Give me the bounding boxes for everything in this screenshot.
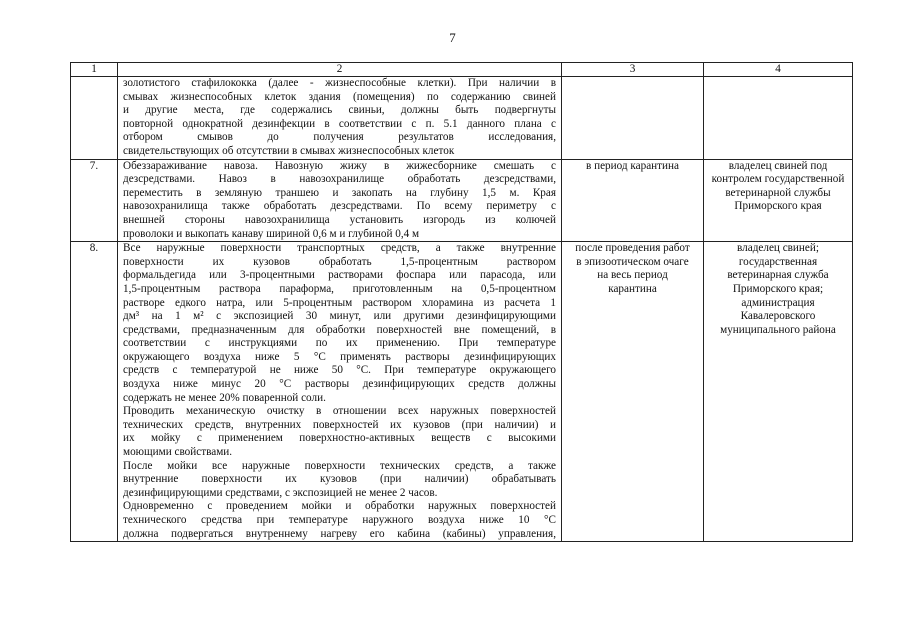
- row-number: 8.: [71, 242, 118, 542]
- text-line: внутренние поверхности их кузовов (при наличии) обрабатывать: [123, 473, 556, 486]
- text-line: переместить в земляную траншею и закопать на глубину 1,5 м. Края: [123, 186, 556, 199]
- responsible-line: администрация: [741, 296, 815, 309]
- text-line: растворе едкого натра, или 5-процентным раствором хлорамина из расчета 1: [123, 296, 556, 309]
- text-line: их мойку с применением поверхностно-активных веществ с высокими: [123, 432, 556, 445]
- responsible-line: ветеринарная служба: [727, 269, 829, 282]
- responsible-line: Приморского края;: [732, 282, 824, 295]
- text-line: технического средства при температуре наружного воздуха ниже 10 °С: [123, 514, 556, 526]
- text-line: окружающего воздуха ниже 5 °С применять растворы дезинфицирующих: [123, 350, 556, 363]
- table-row: [71, 159, 853, 242]
- text-line: отбором смывов до получения результатов исследования,: [123, 131, 556, 144]
- period-line: в период карантина: [586, 159, 679, 172]
- text-line: моющими свойствами.: [123, 446, 233, 459]
- period-line: в эпизоотическом очаге: [576, 255, 689, 268]
- text-line: технических средств, внутренних поверхностей их кузовов (при наличии) и: [123, 418, 556, 431]
- text-line: воздуха ниже минус 20 °С растворы дезинфицирующих средств должны: [123, 378, 556, 391]
- text-line: Обеззараживание навоза. Навозную жижу в жижесборнике смешать с: [123, 159, 556, 172]
- page-number: 7: [449, 30, 456, 45]
- text-line: дезинфицирующими средствами, с экспозицией не менее 2 часов.: [123, 486, 438, 499]
- responsible-cell: [704, 242, 853, 542]
- measure-description: [118, 159, 562, 242]
- text-line: и другие места, где содержались свиньи, должны быть подвергнуты: [123, 104, 556, 117]
- text-line: повторной однократной дезинфекции в соответствии с п. 5.1 данного плана с: [123, 117, 556, 130]
- text-line: Проводить механическую очистку в отношении всех наружных поверхностей: [123, 405, 556, 418]
- text-line: проволоки и выкопать канаву шириной 0,6 м и глубиной 0,4 м: [123, 227, 420, 240]
- text-line: Все наружные поверхности транспортных средств, а также внутренние: [123, 242, 556, 255]
- text-line: навозохранилища также обработать дезсредствами. По всему периметру с: [123, 200, 556, 213]
- responsible-line: Кавалеровского: [740, 310, 816, 323]
- responsible-line: муниципального района: [720, 323, 836, 336]
- text-line: формальдегида или 3-процентными растворами фоспара или парасода, или: [123, 269, 556, 282]
- text-line: Одновременно с проведением мойки и обработки наружных поверхностей: [123, 500, 556, 513]
- table-row: [71, 242, 853, 542]
- text-line: 1,5-процентным раствора параформа, приготовленным на 0,5-процентном: [123, 282, 556, 295]
- period-cell: [562, 159, 704, 242]
- text-line: дезсредствами. Навоз в навозохранилище обработать дезсредствами,: [123, 173, 556, 186]
- text-line: соответствии с инструкциями по их применению. При температуре: [123, 337, 556, 350]
- responsible-line: контролем государственной: [711, 173, 845, 186]
- text-line: должна подвергаться внутреннему нагреву его кабина (кабины) управления,: [123, 527, 556, 540]
- responsible-line: владелец свиней;: [737, 242, 819, 255]
- text-line: смывах жизнеспособных клеток здания (помещения) по содержанию свиней: [123, 90, 556, 103]
- period-line: на весь период: [597, 269, 668, 282]
- column-header-4: 4: [704, 63, 853, 77]
- period-line: карантина: [608, 282, 657, 295]
- text-line: золотистого стафилококка (далее - жизнеспособные клетки). При наличии в: [123, 77, 556, 89]
- responsible-line: Приморского края: [734, 200, 822, 213]
- header-row: [71, 63, 853, 77]
- column-header-1: 1: [71, 63, 118, 77]
- period-line: после проведения работ: [575, 242, 690, 255]
- row-number: 7.: [71, 159, 118, 242]
- responsible-cell: [704, 159, 853, 242]
- measure-description: [118, 242, 562, 542]
- plan-table: [70, 62, 853, 542]
- text-line: поверхности их кузовов обработать 1,5-процентным раствором: [123, 255, 556, 268]
- responsible-line: владелец свиней под: [728, 159, 828, 172]
- text-line: После мойки все наружные поверхности технических средств, а также: [123, 459, 556, 472]
- text-line: дм³ на 1 м² с экспозицией 30 минут, или другими дезинфицирующими: [123, 310, 556, 323]
- text-line: свидетельствующих об отсутствии в смывах жизнеспособных клеток: [123, 144, 455, 157]
- table-row: [71, 77, 853, 160]
- text-line: средств с температурой не ниже 50 °С. При температуре окружающего: [123, 364, 556, 377]
- text-line: содержать не менее 20% поваренной соли.: [123, 391, 326, 404]
- measure-description: [118, 77, 562, 160]
- responsible-line: ветеринарной службы: [725, 186, 831, 199]
- text-line: средствами, предназначенным для обработки поверхностей вне помещений, в: [123, 323, 556, 336]
- period-cell: [562, 242, 704, 542]
- responsible-line: государственная: [738, 255, 818, 268]
- row-number: [71, 77, 118, 160]
- column-header-2: 2: [118, 63, 562, 77]
- text-line: внешней стороны навозохранилища установить изгородь из колючей: [123, 213, 556, 226]
- responsible-cell: [704, 77, 853, 160]
- column-header-3: 3: [562, 63, 704, 77]
- period-cell: [562, 77, 704, 160]
